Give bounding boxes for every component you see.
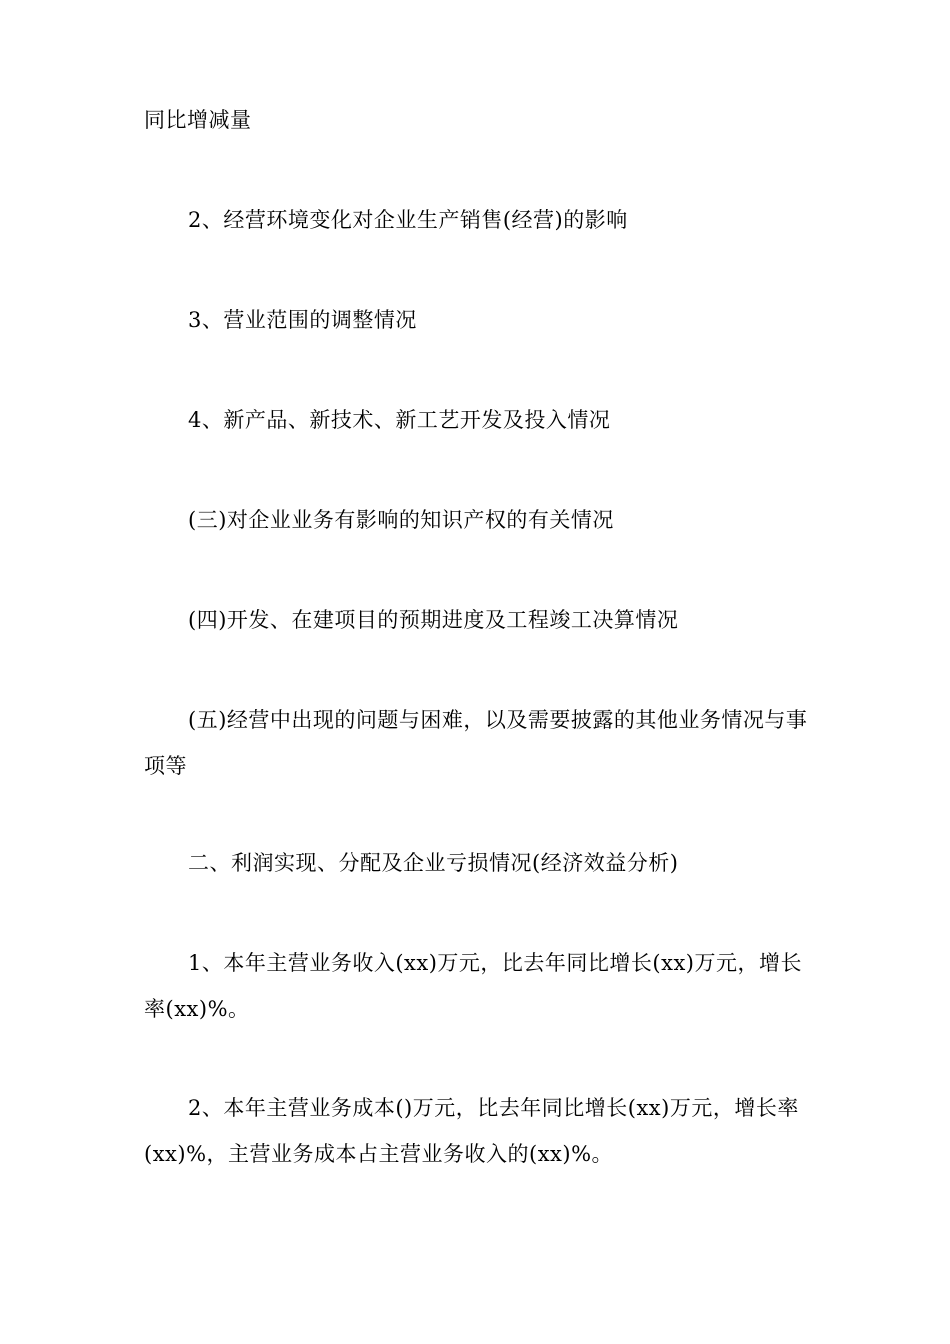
paragraph-cost: 2、本年主营业务成本()万元，比去年同比增长(xx)万元，增长率(xx)%，主营业务成本占主营业务收入的(xx)%。	[144, 1096, 799, 1166]
paragraph-revenue: 1、本年主营业务收入(xx)万元，比去年同比增长(xx)万元，增长率(xx)%。	[144, 951, 803, 1021]
paragraph-item-2: 2、经营环境变化对企业生产销售(经营)的影响	[188, 208, 628, 232]
paragraph-item-4: 4、新产品、新技术、新工艺开发及投入情况	[188, 408, 611, 432]
heading-profit-section: 二、利润实现、分配及企业亏损情况(经济效益分析)	[188, 851, 679, 875]
paragraph-section-3: (三)对企业业务有影响的知识产权的有关情况	[188, 508, 614, 532]
paragraph-item-3: 3、营业范围的调整情况	[188, 308, 417, 332]
paragraph-section-4: (四)开发、在建项目的预期进度及工程竣工决算情况	[188, 608, 679, 632]
paragraph-continuation: 同比增减量	[144, 108, 252, 132]
paragraph-section-5: (五)经营中出现的问题与困难，以及需要披露的其他业务情况与事项等	[144, 708, 808, 778]
